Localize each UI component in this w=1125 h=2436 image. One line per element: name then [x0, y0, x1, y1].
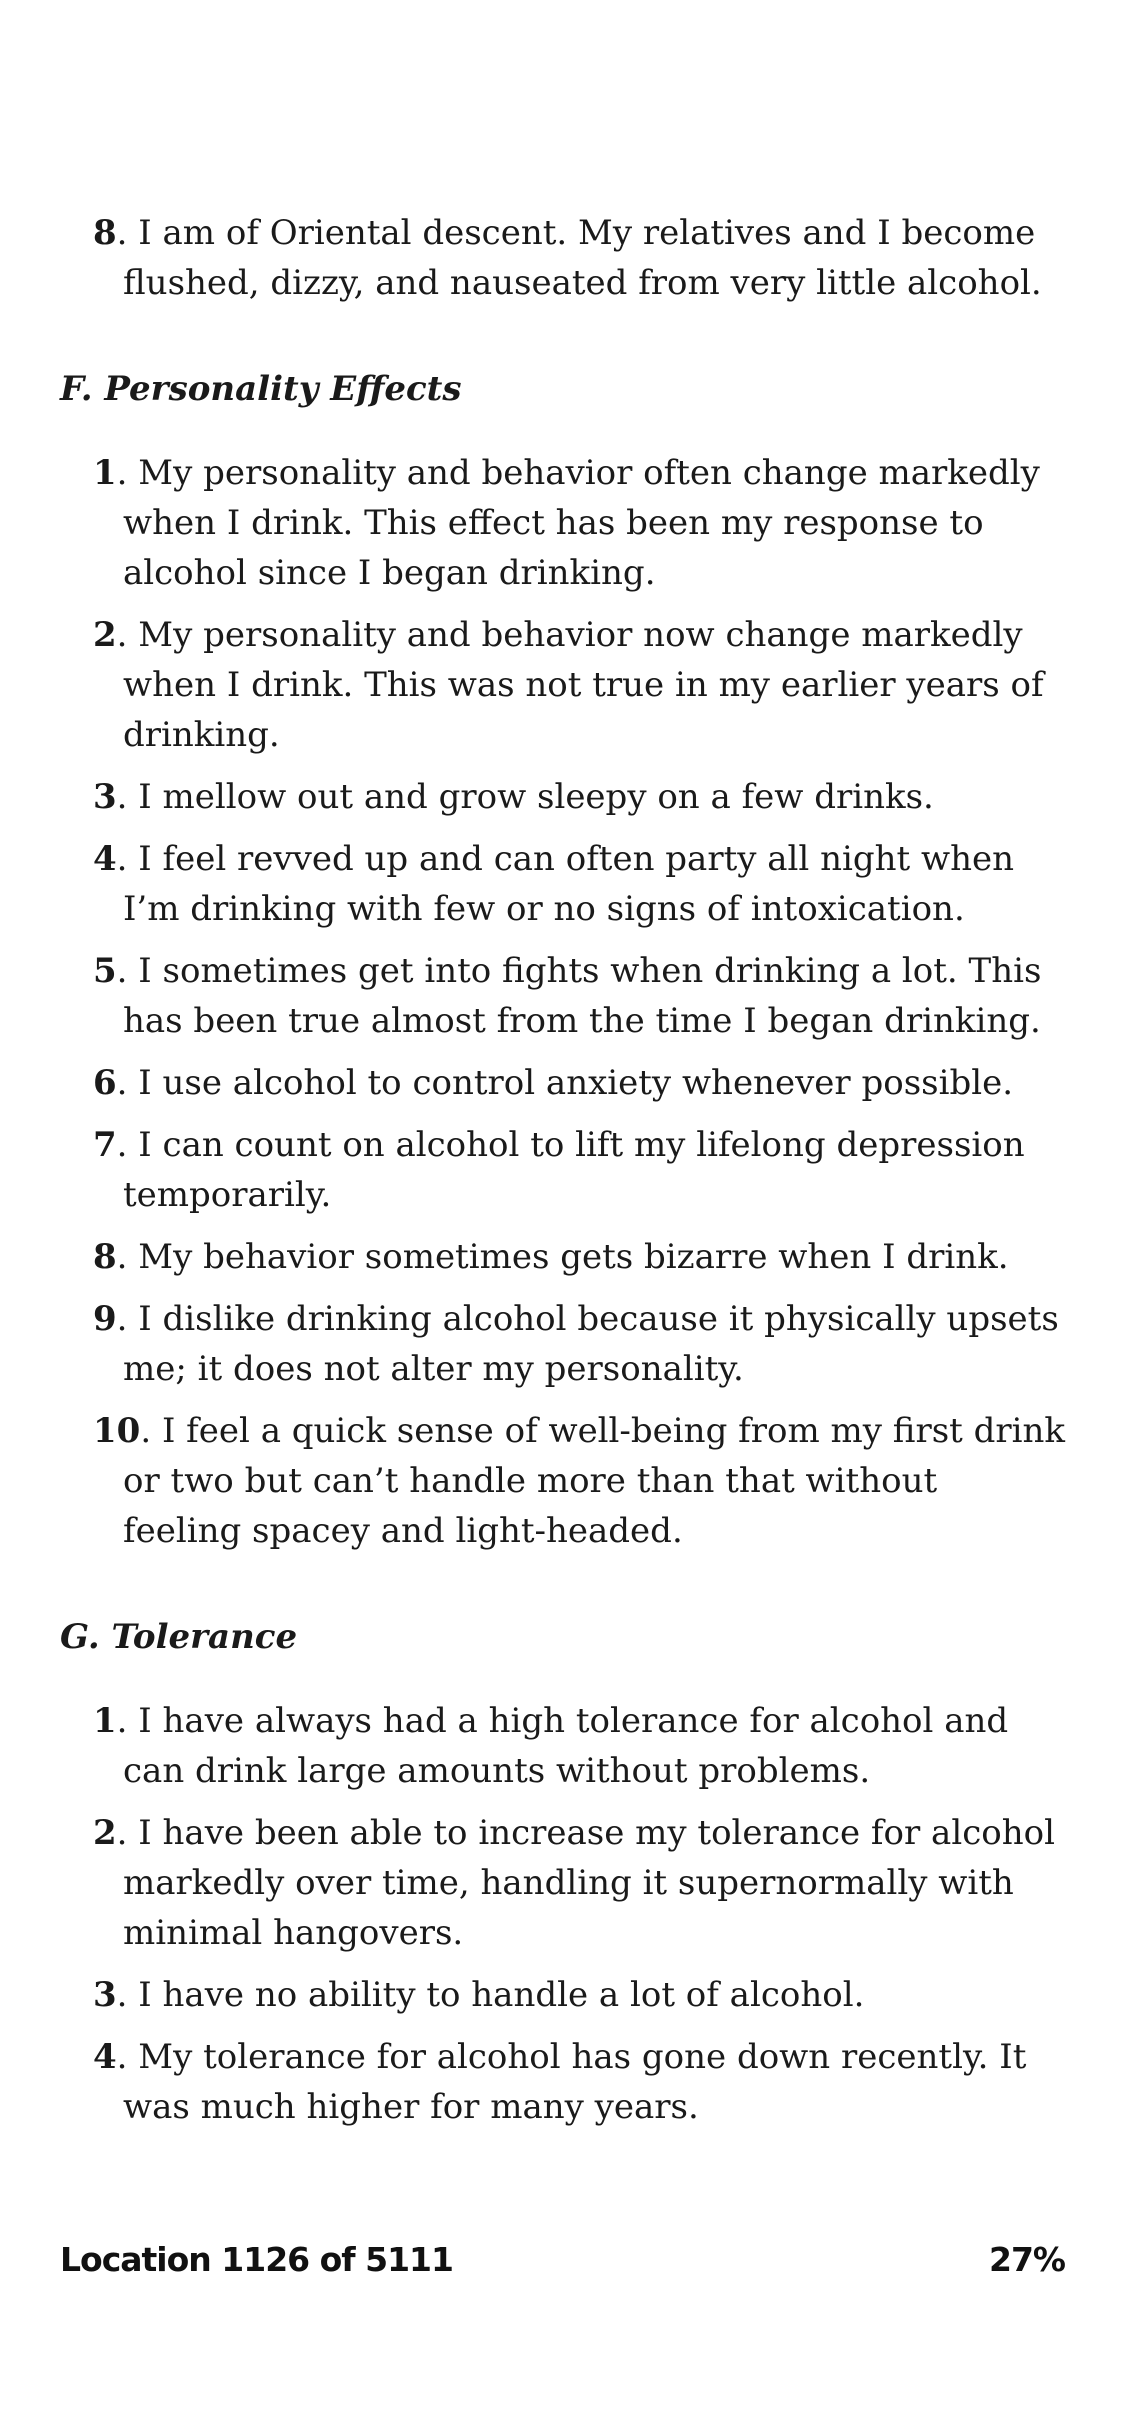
item-number: 5	[93, 951, 117, 991]
item-number: 6	[93, 1063, 117, 1103]
book-page[interactable]	[60, 208, 1065, 2144]
list-item	[60, 1406, 1065, 1556]
item-text: . I feel a quick sense of well-being from my first drink or two but can’t handle more than that without feeling spacey and light-headed.	[123, 1411, 1066, 1551]
item-number: 2	[93, 615, 117, 655]
item-text: . I have been able to increase my tolerance for alcohol markedly over time, handling it supernormally with minimal hangovers.	[116, 1813, 1055, 1953]
list-item	[60, 1294, 1065, 1394]
list-item	[60, 448, 1065, 598]
item-text: . I dislike drinking alcohol because it physically upsets me; it does not alter my personality.	[116, 1299, 1059, 1389]
item-text: . My tolerance for alcohol has gone down recently. It was much higher for many years.	[116, 2037, 1027, 2127]
list-item	[60, 946, 1065, 1046]
item-text: . I can count on alcohol to lift my lifelong depression temporarily.	[116, 1125, 1025, 1215]
item-number: 2	[93, 1813, 117, 1853]
item-text: . My personality and behavior now change markedly when I drink. This was not true in my earlier years of drinking.	[116, 615, 1044, 755]
item-text: . I feel revved up and can often party all night when I’m drinking with few or no signs of intoxication.	[116, 839, 1015, 929]
item-text: . My personality and behavior often change markedly when I drink. This effect has been my response to alcohol since I began drinking.	[116, 453, 1040, 593]
list-item	[60, 1696, 1065, 1796]
item-number: 7	[93, 1125, 117, 1165]
section-heading-personality-effects: F. Personality Effects	[60, 369, 462, 409]
list-item	[60, 772, 1065, 822]
section-heading-tolerance: G. Tolerance	[60, 1617, 298, 1657]
item-text: . I have always had a high tolerance for alcohol and can drink large amounts without problems.	[116, 1701, 1009, 1791]
location-indicator[interactable]: Location 1126 of 5111	[60, 2240, 453, 2279]
item-number: 4	[93, 839, 117, 879]
list-item	[60, 1808, 1065, 1958]
reading-progress-footer[interactable]	[60, 2240, 1065, 2290]
item-text: . I sometimes get into fights when drinking a lot. This has been true almost from the time I began drinking.	[116, 951, 1042, 1041]
item-number: 3	[93, 1975, 117, 2015]
item-number: 4	[93, 2037, 117, 2077]
item-number: 8	[93, 213, 117, 253]
item-text: . I mellow out and grow sleepy on a few drinks.	[116, 777, 934, 817]
list-item	[60, 1970, 1065, 2020]
list-item	[60, 208, 1065, 308]
item-number: 1	[93, 453, 117, 493]
item-text: . I have no ability to handle a lot of alcohol.	[116, 1975, 865, 2015]
item-text: . My behavior sometimes gets bizarre when I drink.	[116, 1237, 1009, 1277]
list-item	[60, 1120, 1065, 1220]
item-number: 8	[93, 1237, 117, 1277]
item-text: . I am of Oriental descent. My relatives and I become flushed, dizzy, and nauseated from very little alcohol.	[116, 213, 1042, 303]
progress-percent: 27%	[989, 2240, 1065, 2279]
item-number: 1	[93, 1701, 117, 1741]
item-text: . I use alcohol to control anxiety whenever possible.	[116, 1063, 1014, 1103]
list-item	[60, 834, 1065, 934]
list-item	[60, 1232, 1065, 1282]
item-number: 9	[93, 1299, 117, 1339]
list-item	[60, 610, 1065, 760]
item-number: 3	[93, 777, 117, 817]
item-number: 10	[93, 1411, 141, 1451]
list-item	[60, 2032, 1065, 2132]
list-item	[60, 1058, 1065, 1108]
